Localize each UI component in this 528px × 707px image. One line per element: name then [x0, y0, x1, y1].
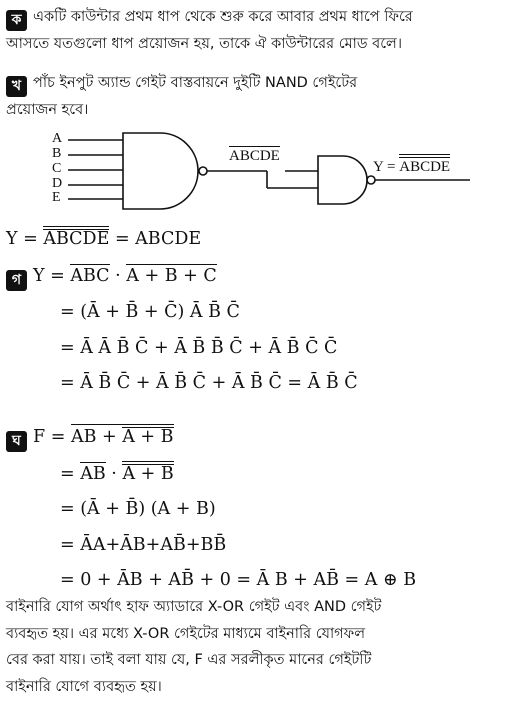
gha-l2-c: ·	[105, 464, 123, 484]
input-label-e: E	[52, 190, 61, 205]
section-ga-line1	[6, 266, 217, 291]
ga-l1-b: ABC	[70, 266, 110, 286]
y-eq-rhs: = ABCDE	[109, 229, 202, 249]
nand-bubble-2	[367, 176, 375, 184]
input-label-a: A	[52, 131, 63, 146]
gha-l1-bar-outer	[71, 424, 174, 446]
badge-kha: খ	[6, 76, 27, 97]
nand-gate-2	[318, 156, 367, 204]
badge-gha: ঘ	[6, 431, 27, 452]
section-gha-line1	[6, 424, 174, 452]
y-eq-bar-outer	[43, 226, 109, 248]
badge-ka: ক	[6, 10, 27, 31]
ga-l1-d: A + B + C	[126, 266, 217, 286]
section-ka-text2: আসতে যতগুলো ধাপ প্রয়োজন হয়, তাকে ঐ কাউন্টারের মোড বলে।	[6, 36, 403, 52]
nand-gate-1	[123, 133, 198, 209]
y-equation	[6, 226, 201, 249]
input-label-c: C	[52, 161, 62, 176]
y-eq-lhs: Y =	[6, 229, 44, 249]
section-ga-line4: = Ā B̄ C̄ + Ā B̄ C̄ + Ā B̄ C̄ = Ā B̄ C̄	[60, 373, 358, 393]
nand-bubble-1	[199, 167, 207, 175]
gha-l2-bar-outer	[122, 461, 173, 483]
output-bar-outer	[399, 154, 450, 176]
gha-l1-b: AB +	[70, 427, 123, 447]
mid-label	[229, 148, 280, 165]
section-ka-text1: একটি কাউন্টার প্রথম ধাপ থেকে শুরু করে আবার প্রথম ধাপে ফিরে	[33, 9, 413, 25]
input-label-d: D	[52, 176, 63, 191]
gha-l1-c: A + B	[122, 427, 174, 447]
gha-l2-b: AB	[80, 464, 106, 484]
final-line2: ব্যবহৃত হয়। এর মধ্যে X-OR গেইটের মাধ্যমে বাইনারি যোগফল	[6, 625, 366, 642]
ga-l1-c: ·	[109, 266, 127, 286]
section-kha-text2: প্রয়োজন হবে।	[6, 102, 89, 118]
section-gha-line5: = 0 + ĀB + AB̄ + 0 = Ā B + AB̄ = A ⊕ B	[60, 570, 417, 590]
ga-l1-a: Y =	[33, 266, 71, 286]
gha-l1-a: F =	[33, 427, 71, 447]
y-eq-bar-inner: ABCDE	[43, 229, 110, 249]
mid-label-bar: ABCDE	[229, 148, 280, 164]
input-label-b: B	[52, 146, 62, 161]
section-gha-line4: = ĀA+ĀB+AB̄+BB̄	[60, 535, 227, 555]
section-kha-text1: পাঁচ ইনপুট অ্যান্ড গেইট বাস্তবায়নে দুইটি NAND গেইটের	[33, 75, 358, 91]
gha-l2-a: =	[60, 464, 81, 484]
final-line1: বাইনারি যোগ অর্থাৎ হাফ অ্যাডারে X-OR গেইট এবং AND গেইট	[6, 599, 382, 615]
final-line3: বের করা যায়। তাই বলা যায় যে, F এর সরলীকৃত মানের গেইটটি	[6, 652, 372, 668]
section-gha-line3: = (Ā + B̄) (A + B)	[60, 499, 216, 519]
output-bar-inner: ABCDE	[399, 159, 451, 175]
final-line4: বাইনারি যোগে ব্যবহৃত হয়।	[6, 678, 162, 695]
badge-ga: গ	[6, 270, 27, 291]
output-prefix: Y =	[373, 159, 400, 175]
section-ga-line3: = Ā Ā B̄ C̄ + Ā B̄ B̄ C̄ + Ā B̄ C̄ C̄	[60, 338, 338, 358]
section-ga-line2: = (Ā + B̄ + C̄) Ā B̄ C̄	[60, 302, 240, 322]
section-gha-line2	[60, 461, 174, 484]
final-paragraph	[6, 594, 522, 700]
gha-l2-d: A + B	[122, 464, 174, 484]
output-label	[373, 154, 450, 176]
